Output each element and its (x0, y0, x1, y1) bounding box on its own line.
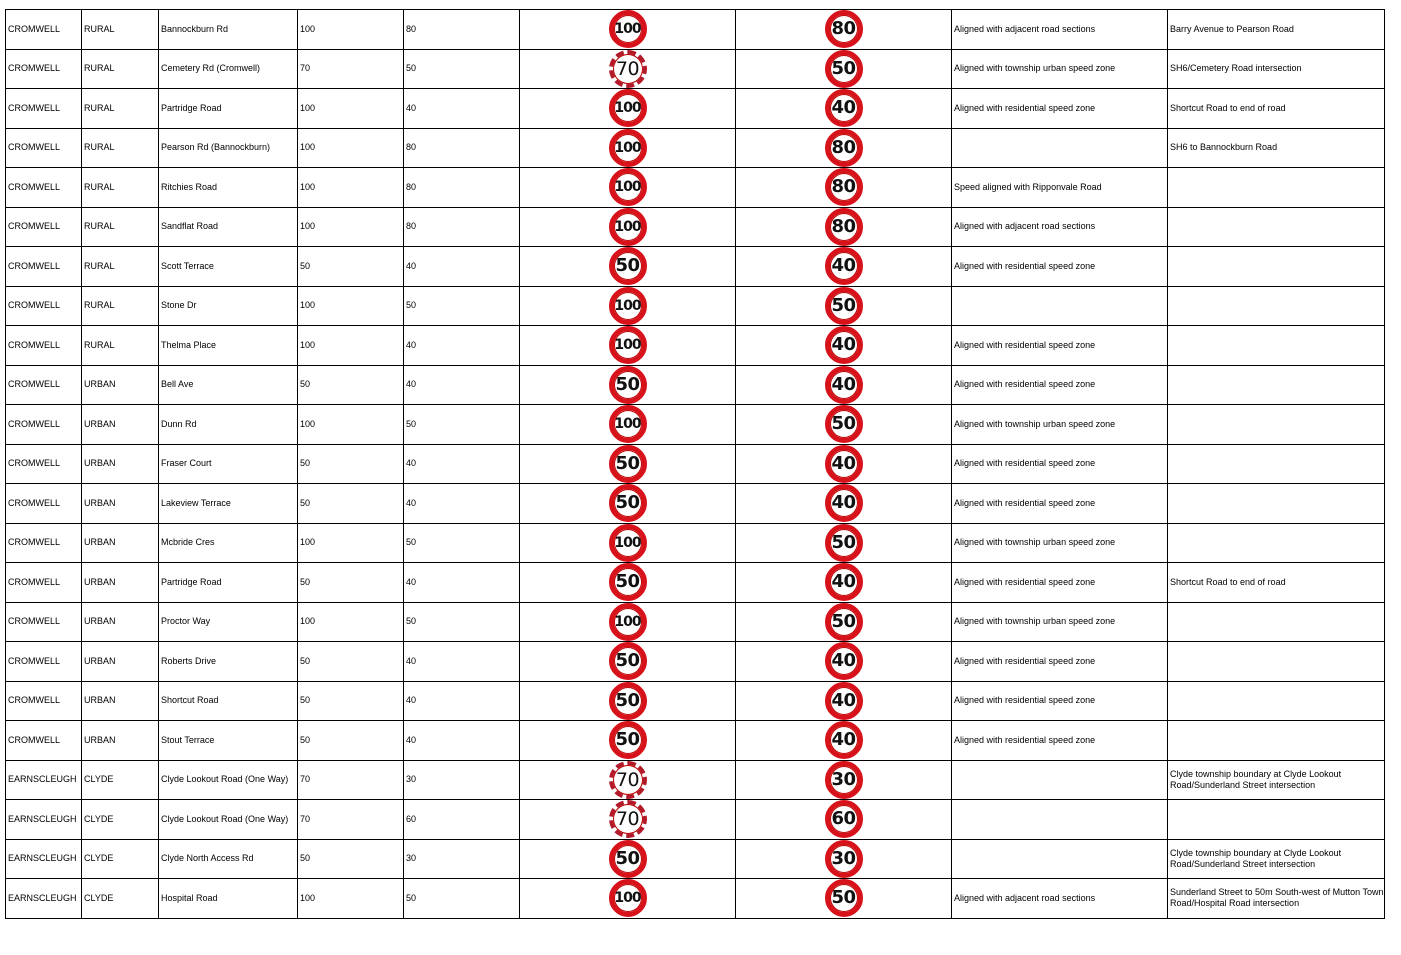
proposed-speed-cell: 40 (404, 563, 520, 603)
proposed-speed-sign-cell (736, 89, 952, 129)
area-cell: RURAL (82, 168, 159, 208)
current-speed-sign-cell (520, 879, 736, 919)
reason-cell: Aligned with residential speed zone (952, 642, 1168, 682)
district-cell: CROMWELL (6, 405, 82, 445)
extent-cell (1168, 207, 1385, 247)
speed-limit-sign-icon: 50 (609, 445, 647, 483)
current-speed-sign-cell (520, 602, 736, 642)
reason-cell (952, 839, 1168, 879)
speed-limit-sign-icon: 100 (609, 326, 647, 364)
current-speed-sign-cell (520, 523, 736, 563)
road-name-cell: Stone Dr (159, 286, 298, 326)
current-speed-cell: 50 (298, 721, 404, 761)
table-row (6, 760, 1385, 800)
current-speed-cell: 100 (298, 879, 404, 919)
speed-limit-sign-icon: 50 (609, 682, 647, 720)
table-row (6, 365, 1385, 405)
speed-limit-sign-icon: 70 (609, 50, 647, 88)
district-cell: CROMWELL (6, 49, 82, 89)
current-speed-sign-cell (520, 10, 736, 50)
table-row (6, 800, 1385, 840)
proposed-speed-sign-cell (736, 839, 952, 879)
speed-limit-sign-icon: 50 (609, 840, 647, 878)
speed-limit-sign-icon: 100 (609, 10, 647, 48)
extent-cell (1168, 405, 1385, 445)
area-cell: RURAL (82, 286, 159, 326)
reason-cell: Aligned with residential speed zone (952, 326, 1168, 366)
extent-cell (1168, 365, 1385, 405)
extent-cell (1168, 681, 1385, 721)
speed-limit-sign-icon: 50 (825, 603, 863, 641)
proposed-speed-sign-cell (736, 681, 952, 721)
reason-cell: Aligned with residential speed zone (952, 89, 1168, 129)
reason-cell (952, 760, 1168, 800)
table-row (6, 168, 1385, 208)
proposed-speed-cell: 50 (404, 49, 520, 89)
extent-cell (1168, 484, 1385, 524)
area-cell: URBAN (82, 681, 159, 721)
speed-limit-sign-icon: 40 (825, 247, 863, 285)
district-cell: EARNSCLEUGH (6, 879, 82, 919)
table-row (6, 247, 1385, 287)
proposed-speed-sign-cell (736, 286, 952, 326)
current-speed-sign-cell (520, 681, 736, 721)
road-name-cell: Partridge Road (159, 563, 298, 603)
proposed-speed-sign-cell (736, 365, 952, 405)
proposed-speed-cell: 80 (404, 128, 520, 168)
reason-cell: Aligned with township urban speed zone (952, 405, 1168, 445)
road-name-cell: Mcbride Cres (159, 523, 298, 563)
speed-limit-sign-icon: 30 (825, 840, 863, 878)
speed-limit-sign-icon: 40 (825, 445, 863, 483)
extent-cell (1168, 721, 1385, 761)
road-name-cell: Scott Terrace (159, 247, 298, 287)
extent-cell (1168, 800, 1385, 840)
reason-cell: Aligned with adjacent road sections (952, 879, 1168, 919)
district-cell: CROMWELL (6, 444, 82, 484)
current-speed-cell: 70 (298, 800, 404, 840)
table-body (6, 10, 1385, 919)
proposed-speed-sign-cell (736, 326, 952, 366)
speed-limit-sign-icon: 80 (825, 168, 863, 206)
speed-limit-sign-icon: 50 (609, 484, 647, 522)
proposed-speed-cell: 50 (404, 286, 520, 326)
road-name-cell: Bannockburn Rd (159, 10, 298, 50)
current-speed-sign-cell (520, 484, 736, 524)
speed-limit-sign-icon: 60 (825, 800, 863, 838)
extent-cell: SH6 to Bannockburn Road (1168, 128, 1385, 168)
current-speed-sign-cell (520, 168, 736, 208)
district-cell: EARNSCLEUGH (6, 839, 82, 879)
table-row (6, 128, 1385, 168)
proposed-speed-cell: 40 (404, 247, 520, 287)
speed-limit-sign-icon: 40 (825, 326, 863, 364)
district-cell: CROMWELL (6, 168, 82, 208)
speed-limit-sign-icon: 40 (825, 563, 863, 601)
table-row (6, 207, 1385, 247)
road-name-cell: Clyde Lookout Road (One Way) (159, 800, 298, 840)
speed-limit-sign-icon: 30 (825, 761, 863, 799)
speed-limit-sign-icon: 40 (825, 366, 863, 404)
speed-limit-sign-icon: 100 (609, 603, 647, 641)
speed-limit-sign-icon: 40 (825, 89, 863, 127)
speed-limit-table (5, 9, 1385, 919)
reason-cell: Aligned with residential speed zone (952, 484, 1168, 524)
proposed-speed-cell: 80 (404, 207, 520, 247)
area-cell: CLYDE (82, 800, 159, 840)
reason-cell: Aligned with township urban speed zone (952, 523, 1168, 563)
speed-limit-sign-icon: 100 (609, 168, 647, 206)
current-speed-cell: 50 (298, 642, 404, 682)
speed-limit-sign-icon: 70 (609, 800, 647, 838)
current-speed-cell: 100 (298, 89, 404, 129)
road-name-cell: Pearson Rd (Bannockburn) (159, 128, 298, 168)
proposed-speed-cell: 50 (404, 879, 520, 919)
district-cell: CROMWELL (6, 523, 82, 563)
proposed-speed-sign-cell (736, 128, 952, 168)
proposed-speed-sign-cell (736, 247, 952, 287)
reason-cell: Aligned with residential speed zone (952, 247, 1168, 287)
proposed-speed-sign-cell (736, 879, 952, 919)
proposed-speed-sign-cell (736, 484, 952, 524)
current-speed-cell: 50 (298, 365, 404, 405)
district-cell: CROMWELL (6, 286, 82, 326)
district-cell: CROMWELL (6, 563, 82, 603)
district-cell: CROMWELL (6, 326, 82, 366)
reason-cell: Aligned with residential speed zone (952, 681, 1168, 721)
area-cell: CLYDE (82, 879, 159, 919)
road-name-cell: Clyde Lookout Road (One Way) (159, 760, 298, 800)
current-speed-cell: 100 (298, 286, 404, 326)
area-cell: RURAL (82, 49, 159, 89)
current-speed-sign-cell (520, 49, 736, 89)
speed-limit-sign-icon: 40 (825, 682, 863, 720)
extent-cell: SH6/Cemetery Road intersection (1168, 49, 1385, 89)
reason-cell: Aligned with residential speed zone (952, 721, 1168, 761)
current-speed-cell: 100 (298, 10, 404, 50)
current-speed-cell: 70 (298, 760, 404, 800)
table-row (6, 326, 1385, 366)
road-name-cell: Fraser Court (159, 444, 298, 484)
extent-cell (1168, 286, 1385, 326)
extent-cell (1168, 642, 1385, 682)
current-speed-sign-cell (520, 89, 736, 129)
road-name-cell: Cemetery Rd (Cromwell) (159, 49, 298, 89)
extent-cell (1168, 168, 1385, 208)
district-cell: CROMWELL (6, 128, 82, 168)
current-speed-sign-cell (520, 839, 736, 879)
area-cell: RURAL (82, 326, 159, 366)
district-cell: CROMWELL (6, 207, 82, 247)
extent-cell (1168, 326, 1385, 366)
area-cell: RURAL (82, 247, 159, 287)
table-row (6, 484, 1385, 524)
current-speed-sign-cell (520, 800, 736, 840)
extent-cell (1168, 247, 1385, 287)
road-name-cell: Clyde North Access Rd (159, 839, 298, 879)
table-row (6, 642, 1385, 682)
current-speed-cell: 70 (298, 49, 404, 89)
table-row (6, 879, 1385, 919)
proposed-speed-cell: 30 (404, 839, 520, 879)
road-name-cell: Stout Terrace (159, 721, 298, 761)
proposed-speed-sign-cell (736, 207, 952, 247)
current-speed-sign-cell (520, 128, 736, 168)
reason-cell (952, 286, 1168, 326)
table-row (6, 286, 1385, 326)
proposed-speed-cell: 50 (404, 405, 520, 445)
current-speed-cell: 100 (298, 405, 404, 445)
proposed-speed-sign-cell (736, 168, 952, 208)
road-name-cell: Hospital Road (159, 879, 298, 919)
proposed-speed-sign-cell (736, 602, 952, 642)
reason-cell: Aligned with residential speed zone (952, 365, 1168, 405)
proposed-speed-cell: 80 (404, 10, 520, 50)
proposed-speed-cell: 40 (404, 642, 520, 682)
table-row (6, 49, 1385, 89)
current-speed-cell: 100 (298, 602, 404, 642)
area-cell: CLYDE (82, 839, 159, 879)
speed-limit-sign-icon: 50 (609, 366, 647, 404)
area-cell: URBAN (82, 523, 159, 563)
proposed-speed-sign-cell (736, 49, 952, 89)
current-speed-sign-cell (520, 286, 736, 326)
extent-cell: Sunderland Street to 50m South-west of Mutton Town Road/Hospital Road intersection (1168, 879, 1385, 919)
speed-limit-sign-icon: 80 (825, 208, 863, 246)
district-cell: CROMWELL (6, 602, 82, 642)
extent-cell: Barry Avenue to Pearson Road (1168, 10, 1385, 50)
proposed-speed-cell: 60 (404, 800, 520, 840)
speed-limit-sign-icon: 50 (825, 50, 863, 88)
reason-cell: Aligned with township urban speed zone (952, 602, 1168, 642)
speed-limit-sign-icon: 70 (609, 761, 647, 799)
district-cell: CROMWELL (6, 10, 82, 50)
proposed-speed-cell: 40 (404, 484, 520, 524)
area-cell: RURAL (82, 207, 159, 247)
proposed-speed-sign-cell (736, 405, 952, 445)
proposed-speed-sign-cell (736, 642, 952, 682)
current-speed-cell: 100 (298, 168, 404, 208)
speed-limit-sign-icon: 40 (825, 721, 863, 759)
table-row (6, 681, 1385, 721)
area-cell: CLYDE (82, 760, 159, 800)
proposed-speed-cell: 40 (404, 326, 520, 366)
road-name-cell: Dunn Rd (159, 405, 298, 445)
area-cell: RURAL (82, 89, 159, 129)
district-cell: CROMWELL (6, 681, 82, 721)
current-speed-sign-cell (520, 642, 736, 682)
table-row (6, 444, 1385, 484)
reason-cell: Aligned with township urban speed zone (952, 49, 1168, 89)
road-name-cell: Proctor Way (159, 602, 298, 642)
current-speed-cell: 50 (298, 484, 404, 524)
current-speed-cell: 50 (298, 563, 404, 603)
district-cell: CROMWELL (6, 721, 82, 761)
district-cell: CROMWELL (6, 484, 82, 524)
speed-limit-sign-icon: 40 (825, 642, 863, 680)
area-cell: URBAN (82, 642, 159, 682)
extent-cell: Clyde township boundary at Clyde Lookout Road/Sunderland Street intersection (1168, 760, 1385, 800)
reason-cell: Aligned with adjacent road sections (952, 207, 1168, 247)
current-speed-sign-cell (520, 760, 736, 800)
speed-limit-sign-icon: 50 (609, 563, 647, 601)
current-speed-sign-cell (520, 247, 736, 287)
district-cell: EARNSCLEUGH (6, 760, 82, 800)
proposed-speed-cell: 50 (404, 602, 520, 642)
road-name-cell: Thelma Place (159, 326, 298, 366)
speed-limit-sign-icon: 80 (825, 10, 863, 48)
area-cell: RURAL (82, 10, 159, 50)
current-speed-sign-cell (520, 207, 736, 247)
road-name-cell: Shortcut Road (159, 681, 298, 721)
proposed-speed-cell: 80 (404, 168, 520, 208)
road-name-cell: Bell Ave (159, 365, 298, 405)
current-speed-sign-cell (520, 563, 736, 603)
table-row (6, 721, 1385, 761)
speed-limit-sign-icon: 50 (825, 405, 863, 443)
proposed-speed-cell: 40 (404, 681, 520, 721)
table-row (6, 10, 1385, 50)
proposed-speed-cell: 40 (404, 721, 520, 761)
current-speed-cell: 100 (298, 128, 404, 168)
speed-limit-sign-icon: 50 (825, 879, 863, 917)
area-cell: URBAN (82, 484, 159, 524)
speed-limit-sign-icon: 50 (609, 247, 647, 285)
current-speed-cell: 50 (298, 839, 404, 879)
extent-cell (1168, 523, 1385, 563)
area-cell: URBAN (82, 365, 159, 405)
area-cell: URBAN (82, 721, 159, 761)
table-row (6, 563, 1385, 603)
area-cell: URBAN (82, 444, 159, 484)
current-speed-cell: 100 (298, 207, 404, 247)
speed-limit-sign-icon: 100 (609, 89, 647, 127)
proposed-speed-sign-cell (736, 10, 952, 50)
table-row (6, 602, 1385, 642)
reason-cell (952, 800, 1168, 840)
reason-cell (952, 128, 1168, 168)
table-row (6, 839, 1385, 879)
district-cell: EARNSCLEUGH (6, 800, 82, 840)
proposed-speed-sign-cell (736, 800, 952, 840)
current-speed-cell: 50 (298, 681, 404, 721)
current-speed-cell: 50 (298, 444, 404, 484)
proposed-speed-cell: 40 (404, 444, 520, 484)
proposed-speed-cell: 50 (404, 523, 520, 563)
current-speed-sign-cell (520, 405, 736, 445)
reason-cell: Speed aligned with Ripponvale Road (952, 168, 1168, 208)
road-name-cell: Ritchies Road (159, 168, 298, 208)
area-cell: URBAN (82, 405, 159, 445)
table-row (6, 523, 1385, 563)
speed-limit-sign-icon: 100 (609, 287, 647, 325)
speed-limit-sign-icon: 80 (825, 129, 863, 167)
proposed-speed-sign-cell (736, 760, 952, 800)
proposed-speed-cell: 40 (404, 365, 520, 405)
road-name-cell: Partridge Road (159, 89, 298, 129)
current-speed-cell: 50 (298, 247, 404, 287)
current-speed-cell: 100 (298, 523, 404, 563)
proposed-speed-sign-cell (736, 523, 952, 563)
speed-limit-sign-icon: 50 (609, 721, 647, 759)
table-row (6, 89, 1385, 129)
proposed-speed-cell: 40 (404, 89, 520, 129)
current-speed-cell: 100 (298, 326, 404, 366)
speed-limit-sign-icon: 100 (609, 129, 647, 167)
district-cell: CROMWELL (6, 642, 82, 682)
speed-limit-sign-icon: 50 (825, 524, 863, 562)
road-name-cell: Lakeview Terrace (159, 484, 298, 524)
district-cell: CROMWELL (6, 247, 82, 287)
extent-cell (1168, 602, 1385, 642)
area-cell: RURAL (82, 128, 159, 168)
current-speed-sign-cell (520, 326, 736, 366)
reason-cell: Aligned with residential speed zone (952, 563, 1168, 603)
speed-limit-sign-icon: 100 (609, 405, 647, 443)
proposed-speed-sign-cell (736, 563, 952, 603)
extent-cell (1168, 444, 1385, 484)
reason-cell: Aligned with residential speed zone (952, 444, 1168, 484)
extent-cell: Clyde township boundary at Clyde Lookout Road/Sunderland Street intersection (1168, 839, 1385, 879)
district-cell: CROMWELL (6, 89, 82, 129)
reason-cell: Aligned with adjacent road sections (952, 10, 1168, 50)
area-cell: URBAN (82, 563, 159, 603)
speed-limit-sign-icon: 50 (609, 642, 647, 680)
speed-limit-sign-icon: 100 (609, 879, 647, 917)
current-speed-sign-cell (520, 365, 736, 405)
current-speed-sign-cell (520, 721, 736, 761)
current-speed-sign-cell (520, 444, 736, 484)
road-name-cell: Sandflat Road (159, 207, 298, 247)
district-cell: CROMWELL (6, 365, 82, 405)
speed-limit-sign-icon: 100 (609, 524, 647, 562)
extent-cell: Shortcut Road to end of road (1168, 89, 1385, 129)
proposed-speed-cell: 30 (404, 760, 520, 800)
area-cell: URBAN (82, 602, 159, 642)
proposed-speed-sign-cell (736, 721, 952, 761)
speed-limit-sign-icon: 50 (825, 287, 863, 325)
extent-cell: Shortcut Road to end of road (1168, 563, 1385, 603)
speed-limit-sign-icon: 40 (825, 484, 863, 522)
table-row (6, 405, 1385, 445)
speed-limit-sign-icon: 100 (609, 208, 647, 246)
road-name-cell: Roberts Drive (159, 642, 298, 682)
proposed-speed-sign-cell (736, 444, 952, 484)
